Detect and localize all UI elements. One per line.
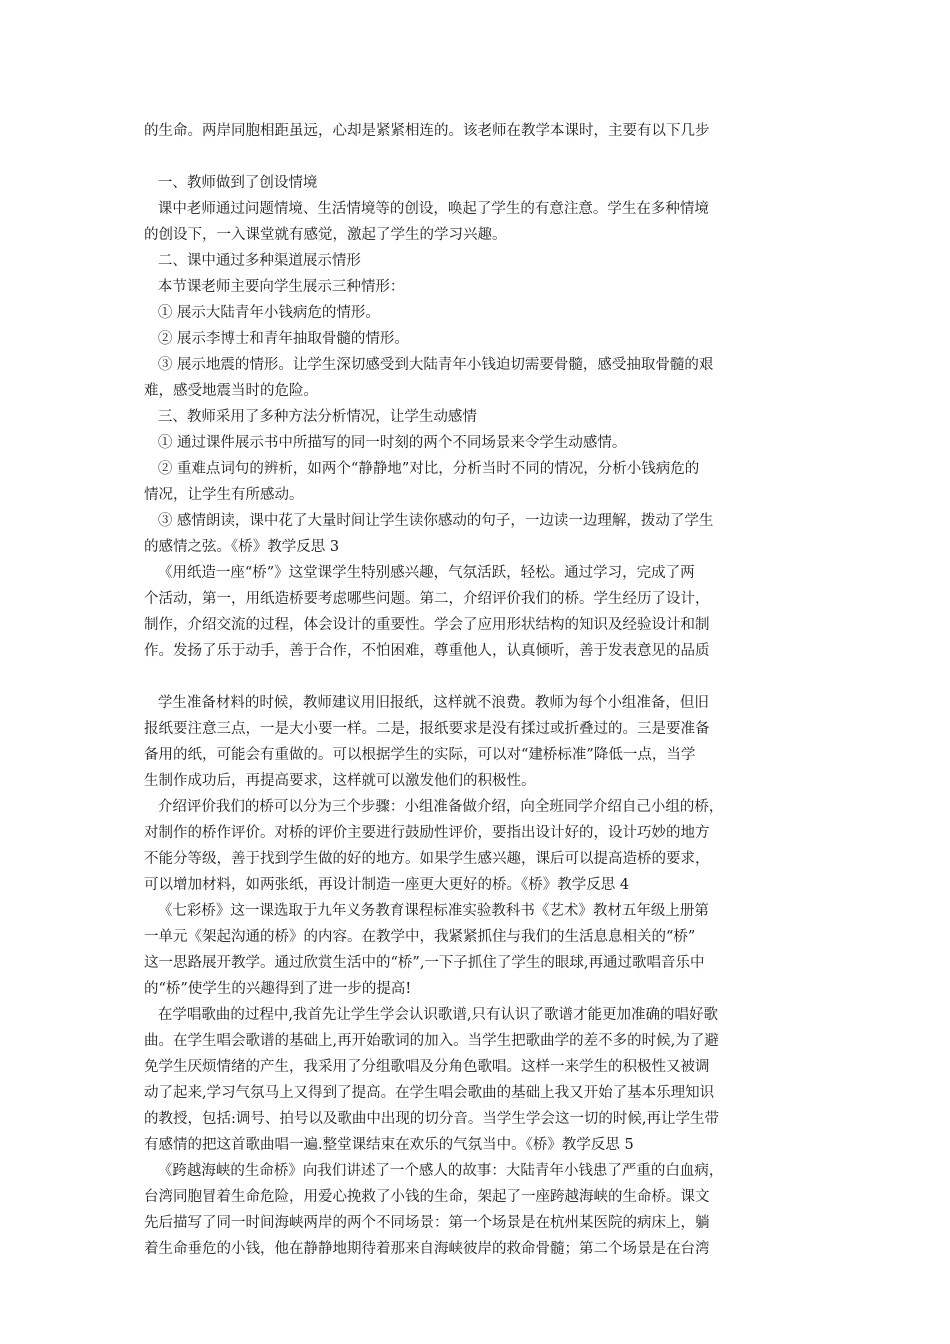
text-line: 在学唱歌曲的过程中,我首先让学生学会认识歌谱,只有认识了歌谱才能更加准确的唱好歌: [144, 1007, 719, 1023]
text-line: ① 通过课件展示书中所描写的同一时刻的两个不同场景来令学生动感情。: [144, 435, 627, 451]
text-line: 的“桥”使学生的兴趣得到了进一步的提高!: [144, 981, 412, 997]
text-line: 曲。在学生唱会歌谱的基础上,再开始歌词的加入。当学生把歌曲学的差不多的时候,为了避: [144, 1033, 719, 1049]
text-line: 《用纸造一座“桥”》这堂课学生特别感兴趣，气氛活跃，轻松。通过学习，完成了两: [144, 565, 695, 581]
text-line: 的生命。两岸同胞相距虽远，心却是紧紧相连的。该老师在教学本课时，主要有以下几步: [144, 123, 710, 139]
text-line: 难，感受地震当时的危险。: [144, 383, 318, 399]
text-line: 先后描写了同一时间海峡两岸的两个不同场景：第一个场景是在杭州某医院的病床上，躺: [144, 1215, 710, 1231]
paragraph-gap: [144, 144, 820, 170]
text-line: 免学生厌烦情绪的产生，我采用了分组歌唱及分角色歌唱。这样一来学生的积极性又被调: [144, 1059, 710, 1075]
text-line: 备用的纸，可能会有重做的。可以根据学生的实际，可以对“建桥标准”降低一点，当学: [144, 747, 696, 763]
text-line: 个活动，第一，用纸造桥要考虑哪些问题。第二，介绍评价我们的桥。学生经历了设计，: [144, 591, 710, 607]
text-line: 的感情之弦。《桥》教学反思 3: [144, 539, 340, 555]
text-line: 学生准备材料的时候，教师建议用旧报纸，这样就不浪费。教师为每个小组准备，但旧: [144, 695, 709, 711]
text-line: 这一思路展开教学。通过欣赏生活中的“桥”,一下子抓住了学生的眼球,再通过歌唱音乐中: [144, 955, 705, 971]
text-line: 课中老师通过问题情境、生活情境等的创设，唤起了学生的有意注意。学生在多种情境: [144, 201, 709, 217]
text-line: 三、教师采用了多种方法分析情况，让学生动感情: [144, 409, 477, 425]
text-line: 作。发扬了乐于动手，善于合作，不怕困难，尊重他人，认真倾听，善于发表意见的品质: [144, 643, 710, 659]
text-line: 有感情的把这首歌曲唱一遍.整堂课结束在欢乐的气氛当中。《桥》教学反思 5: [144, 1137, 634, 1153]
text-line: 台湾同胞冒着生命危险，用爱心挽救了小钱的生命，架起了一座跨越海峡的生命桥。课文: [144, 1189, 710, 1205]
text-line: 动了起来,学习气氛马上又得到了提高。在学生唱会歌曲的基础上我又开始了基本乐理知识: [144, 1085, 715, 1101]
text-line: 二、课中通过多种渠道展示情形: [144, 253, 361, 269]
text-line: 《七彩桥》这一课选取于九年义务教育课程标准实验教科书《艺术》教材五年级上册第: [144, 903, 709, 919]
text-line: ③ 感情朗读，课中花了大量时间让学生读你感动的句子，一边读一边理解，拨动了学生: [144, 513, 714, 529]
text-line: ① 展示大陆青年小钱病危的情形。: [144, 305, 380, 321]
text-line: 情况，让学生有所感动。: [144, 487, 304, 503]
document-body: [144, 118, 820, 1262]
text-line: 的教授，包括:调号、拍号以及歌曲中出现的切分音。当学生学会这一切的时候,再让学生带: [144, 1111, 719, 1127]
text-line: 《跨越海峡的生命桥》向我们讲述了一个感人的故事：大陆青年小钱患了严重的白血病，: [144, 1163, 724, 1179]
text-line: 着生命垂危的小钱，他在静静地期待着那来自海峡彼岸的救命骨髓；第二个场景是在台湾: [144, 1241, 710, 1257]
text-line: 一、教师做到了创设情境: [144, 175, 318, 191]
text-line: 生制作成功后，再提高要求，这样就可以激发他们的积极性。: [144, 773, 536, 789]
text-line: ② 展示李博士和青年抽取骨髓的情形。: [144, 331, 409, 347]
text-line: 一单元《架起沟通的桥》的内容。在教学中，我紧紧抓住与我们的生活息息相关的“桥”: [144, 929, 696, 945]
text-line: ③ 展示地震的情形。让学生深切感受到大陆青年小钱迫切需要骨髓，感受抽取骨髓的艰: [144, 357, 714, 373]
text-line: 介绍评价我们的桥可以分为三个步骤：小组准备做介绍，向全班同学介绍自己小组的桥，: [144, 799, 724, 815]
text-line: 报纸要注意三点，一是大小要一样。二是，报纸要求是没有揉过或折叠过的。三是要准备: [144, 721, 710, 737]
text-line: 的创设下，一入课堂就有感觉，激起了学生的学习兴趣。: [144, 227, 507, 243]
text-line: ② 重难点词句的辨析，如两个“静静地”对比，分析当时不同的情况，分析小钱病危的: [144, 461, 700, 477]
text-line: 本节课老师主要向学生展示三种情形：: [144, 279, 405, 295]
text-line: 制作，介绍交流的过程，体会设计的重要性。学会了应用形状结构的知识及经验设计和制: [144, 617, 710, 633]
text-line: 不能分等级，善于找到学生做的好的地方。如果学生感兴趣，课后可以提高造桥的要求，: [144, 851, 710, 867]
text-line: 可以增加材料，如两张纸，再设计制造一座更大更好的桥。《桥》教学反思 4: [144, 877, 630, 893]
paragraph-gap: [144, 664, 820, 690]
text-line: 对制作的桥作评价。对桥的评价主要进行鼓励性评价，要指出设计好的，设计巧妙的地方: [144, 825, 710, 841]
